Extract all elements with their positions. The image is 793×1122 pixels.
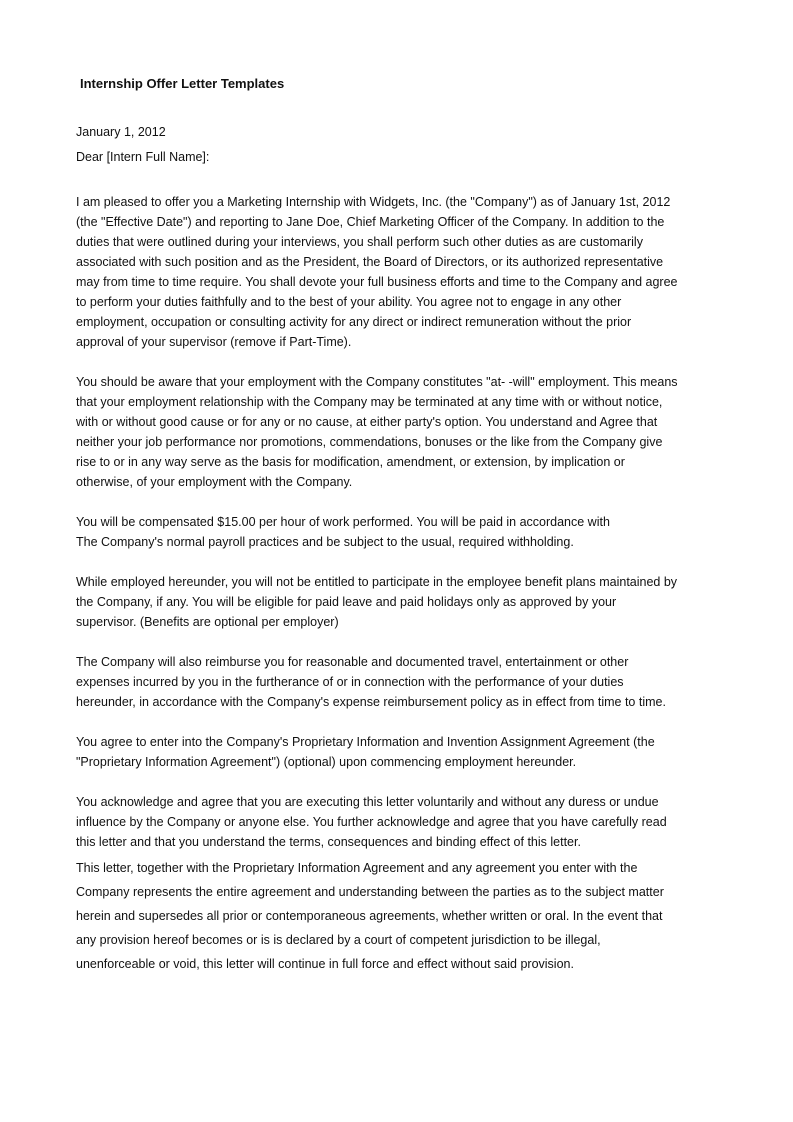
paragraph-7-line: influence by the Company or anyone else. You further acknowledge and agree that you have carefully read (76, 815, 667, 829)
paragraph-4-line: supervisor. (Benefits are optional per employer) (76, 615, 339, 629)
paragraph-1-line: approval of your supervisor (remove if Part-Time). (76, 335, 352, 349)
paragraph-7-line: this letter and that you understand the terms, consequences and binding effect of this letter. (76, 835, 581, 849)
letter-salutation: Dear [Intern Full Name]: (76, 150, 210, 164)
paragraph-8-line: any provision hereof becomes or is is declared by a court of competent jurisdiction to be illegal, (76, 933, 601, 947)
paragraph-5-line: hereunder, in accordance with the Company's expense reimbursement policy as in effect from time to time. (76, 695, 666, 709)
paragraph-4-line: While employed hereunder, you will not be entitled to participate in the employee benefit plans maintained by (76, 575, 678, 589)
paragraph-1-line: associated with such position and as the President, the Board of Directors, or its authorized representative (76, 255, 664, 269)
paragraph-1-line: I am pleased to offer you a Marketing Internship with Widgets, Inc. (the "Company") as of January 1st, 2012 (76, 195, 671, 209)
paragraph-1-line: (the "Effective Date") and reporting to Jane Doe, Chief Marketing Officer of the Company. In addition to the (76, 215, 665, 229)
paragraph-2-line: that your employment relationship with the Company may be terminated at any time with or without notice, (76, 395, 663, 409)
paragraph-2-line: You should be aware that your employment with the Company constitutes "at- -will" employment. This means (76, 375, 678, 389)
paragraph-4-line: the Company, if any. You will be eligible for paid leave and paid holidays only as approved by your (76, 595, 617, 609)
paragraph-8-line: unenforceable or void, this letter will continue in full force and effect without said provision. (76, 957, 574, 971)
letter-date: January 1, 2012 (76, 125, 166, 139)
paragraph-3-line: The Company's normal payroll practices and be subject to the usual, required withholding. (76, 535, 574, 549)
document-title: Internship Offer Letter Templates (80, 76, 285, 91)
paragraph-1-line: may from time to time require. You shall devote your full business efforts and time to the Company and agree (76, 275, 678, 289)
paragraph-6-line: You agree to enter into the Company's Proprietary Information and Invention Assignment Agreement (the (76, 735, 655, 749)
paragraph-8-line: This letter, together with the Proprietary Information Agreement and any agreement you enter with the (76, 861, 638, 875)
paragraph-3-line: You will be compensated $15.00 per hour of work performed. You will be paid in accordance with (76, 515, 610, 529)
paragraph-1-line: duties that were outlined during your interviews, you shall perform such other duties as are customarily (76, 235, 643, 249)
paragraph-8-line: Company represents the entire agreement and understanding between the parties as to the subject matter (76, 885, 664, 899)
paragraph-2-line: rise to or in any way serve as the basis for modification, amendment, or extension, by implication or (76, 455, 625, 469)
paragraph-5-line: expenses incurred by you in the furtherance of or in connection with the performance of your duties (76, 675, 624, 689)
paragraph-2-line: otherwise, of your employment with the Company. (76, 475, 353, 489)
paragraph-2-line: with or without good cause or for any or no cause, at either party's option. You understand and Agree that (76, 415, 658, 429)
paragraph-2-line: neither your job performance nor promotions, commendations, bonuses or the like from the Company give (76, 435, 663, 449)
paragraph-8-line: herein and supersedes all prior or contemporaneous agreements, whether written or oral. In the event that (76, 909, 663, 923)
paragraph-5-line: The Company will also reimburse you for reasonable and documented travel, entertainment or other (76, 655, 629, 669)
paragraph-7-line: You acknowledge and agree that you are executing this letter voluntarily and without any duress or undue (76, 795, 659, 809)
paragraph-1-line: employment, occupation or consulting activity for any direct or indirect remuneration without the prior (76, 315, 632, 329)
paragraph-6-line: "Proprietary Information Agreement") (optional) upon commencing employment hereunder. (76, 755, 577, 769)
paragraph-1-line: to perform your duties faithfully and to the best of your ability. You agree not to engage in any other (76, 295, 622, 309)
